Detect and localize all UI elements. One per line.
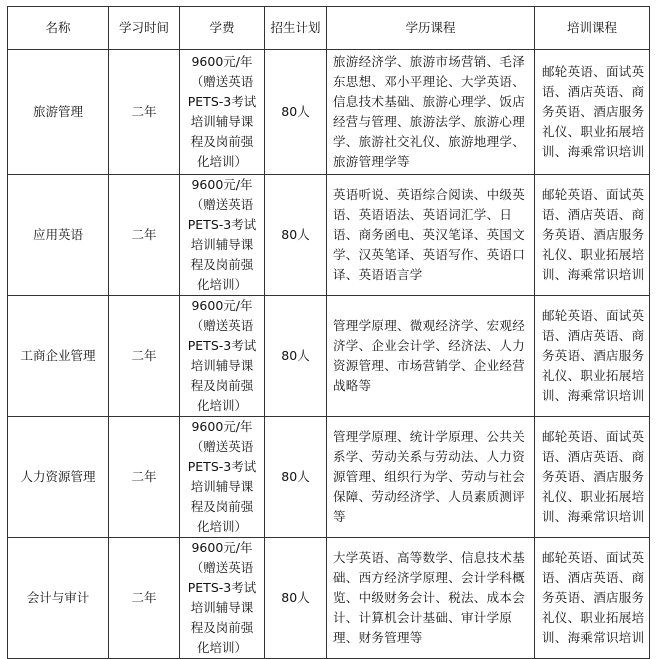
- program-table: [7, 6, 650, 659]
- header-duration: 学习时间: [109, 7, 180, 50]
- fee-line: PETS-3考试: [187, 580, 257, 595]
- program-quota: 80人: [265, 538, 327, 659]
- fee-line: 培训辅导课: [190, 358, 254, 373]
- fee-line: （赠送英语: [190, 197, 254, 212]
- program-fee: [180, 50, 265, 175]
- fee-line: 9600元/年: [191, 419, 253, 434]
- table-row: [8, 417, 650, 538]
- program-curriculum: 英语听说、英语综合阅读、中级英语、英语语法、英语词汇学、日语、商务函电、英汉笔译、英国文学、汉英笔译、英语写作、英语口译、英语语言学: [327, 175, 535, 296]
- program-training: 邮轮英语、面试英语、酒店英语、商务英语、酒店服务礼仪、职业拓展培训、海乘常识培训: [535, 296, 650, 417]
- fee-line: （赠送英语: [190, 439, 254, 454]
- program-curriculum: 大学英语、高等数学、信息技术基础、西方经济学原理、会计学科概览、中级财务会计、税法、成本会计、计算机会计基础、审计学原理、财务管理等: [327, 538, 535, 659]
- fee-line: 程及岗前强: [190, 378, 254, 393]
- program-fee: [180, 296, 265, 417]
- fee-line: 程及岗前强: [190, 499, 254, 514]
- program-duration: 二年: [109, 50, 180, 175]
- program-fee: [180, 175, 265, 296]
- fee-line: 9600元/年: [191, 54, 253, 69]
- program-duration: 二年: [109, 538, 180, 659]
- fee-line: PETS-3考试: [187, 217, 257, 232]
- header-quota: 招生计划: [265, 7, 327, 50]
- program-fee: [180, 417, 265, 538]
- header-fee: 学费: [180, 7, 265, 50]
- fee-line: 9600元/年: [191, 298, 253, 313]
- program-fee: [180, 538, 265, 659]
- fee-line: 9600元/年: [191, 177, 253, 192]
- fee-line: PETS-3考试: [187, 94, 257, 109]
- header-row: [8, 7, 650, 50]
- program-curriculum: 管理学原理、统计学原理、公共关系学、劳动关系与劳动法、人力资源管理、组织行为学、劳动与社会保障、劳动经济学、人员素质测评等: [327, 417, 535, 538]
- fee-line: 化培训）: [196, 640, 247, 655]
- program-training: 邮轮英语、面试英语、酒店英语、商务英语、酒店服务礼仪、职业拓展培训、海乘常识培训: [535, 538, 650, 659]
- fee-line: 程及岗前强: [190, 134, 254, 149]
- fee-line: 培训辅导课: [190, 114, 254, 129]
- header-curriculum: 学历课程: [327, 7, 535, 50]
- table-row: [8, 50, 650, 175]
- program-duration: 二年: [109, 175, 180, 296]
- program-training: 邮轮英语、面试英语、酒店英语、商务英语、酒店服务礼仪、职业拓展培训、海乘常识培训: [535, 175, 650, 296]
- fee-line: 程及岗前强: [190, 620, 254, 635]
- fee-line: 9600元/年: [191, 540, 253, 555]
- header-training: 培训课程: [535, 7, 650, 50]
- fee-line: PETS-3考试: [187, 459, 257, 474]
- fee-line: PETS-3考试: [187, 338, 257, 353]
- fee-line: （赠送英语: [190, 560, 254, 575]
- program-name: 旅游管理: [8, 50, 109, 175]
- program-quota: 80人: [265, 50, 327, 175]
- program-name: 人力资源管理: [8, 417, 109, 538]
- table-row: [8, 175, 650, 296]
- fee-line: 化培训）: [196, 398, 247, 413]
- program-curriculum: 旅游经济学、旅游市场营销、毛泽东思想、邓小平理论、大学英语、信息技术基础、旅游心理学、饭店经营与管理、旅游法学、旅游心理学、旅游社交礼仪、旅游地理学、旅游管理学等: [327, 50, 535, 175]
- fee-line: 程及岗前强: [190, 257, 254, 272]
- program-duration: 二年: [109, 296, 180, 417]
- program-curriculum: 管理学原理、微观经济学、宏观经济学、企业会计学、经济法、人力资源管理、市场营销学、企业经营战略等: [327, 296, 535, 417]
- table-row: [8, 296, 650, 417]
- program-quota: 80人: [265, 417, 327, 538]
- fee-line: 培训辅导课: [190, 237, 254, 252]
- program-duration: 二年: [109, 417, 180, 538]
- fee-line: （赠送英语: [190, 74, 254, 89]
- fee-line: 化培训）: [196, 154, 247, 169]
- fee-line: （赠送英语: [190, 318, 254, 333]
- fee-line: 培训辅导课: [190, 479, 254, 494]
- program-name: 工商企业管理: [8, 296, 109, 417]
- program-name: 应用英语: [8, 175, 109, 296]
- program-name: 会计与审计: [8, 538, 109, 659]
- fee-line: 化培训）: [196, 519, 247, 534]
- program-training: 邮轮英语、面试英语、酒店英语、商务英语、酒店服务礼仪、职业拓展培训、海乘常识培训: [535, 50, 650, 175]
- fee-line: 培训辅导课: [190, 600, 254, 615]
- header-name: 名称: [8, 7, 109, 50]
- program-quota: 80人: [265, 175, 327, 296]
- program-quota: 80人: [265, 296, 327, 417]
- table-row: [8, 538, 650, 659]
- fee-line: 化培训）: [196, 277, 247, 292]
- program-training: 邮轮英语、面试英语、酒店英语、商务英语、酒店服务礼仪、职业拓展培训、海乘常识培训: [535, 417, 650, 538]
